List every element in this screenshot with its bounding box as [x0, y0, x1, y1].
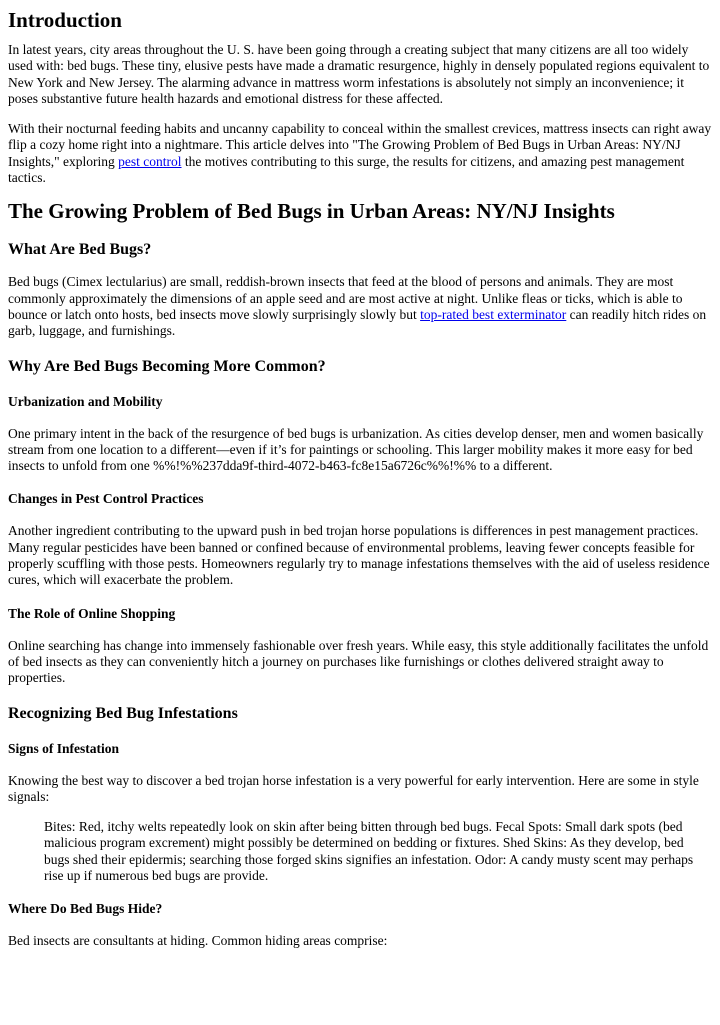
intro-heading: Introduction [8, 8, 122, 32]
why-heading: Why Are Bed Bugs Becoming More Common? [8, 357, 326, 375]
online-shopping-heading: The Role of Online Shopping [8, 605, 176, 621]
main-heading: The Growing Problem of Bed Bugs in Urban Areas: NY/NJ Insights [8, 199, 615, 224]
best-exterminator-link[interactable]: top-rated best exterminator [420, 306, 567, 322]
changes-heading: Changes in Pest Control Practices [8, 491, 204, 507]
intro-paragraph-2-text-after: the motives contributing to this surge, the results for citizens, and amazing pest management tactics. [8, 153, 685, 186]
recognize-heading: Recognizing Bed Bug Infestations [8, 704, 238, 722]
signs-paragraph: Knowing the best way to discover a bed trojan horse infestation is a very powerful for early intervention. Here are some in style signals: [8, 772, 699, 804]
what-paragraph-text-after: can readily hitch rides on garb, luggage, and furnishings. [8, 306, 707, 339]
what-paragraph-text-before: Bed bugs (Cimex lectularius) are small, reddish-brown insects that feed at the blood of persons and animals. They are most commonly approximately the dimensions of an apple seed and are most active at night. Unlike fleas or ticks, which is able to bounce or latch onto hosts, bed insects move slowly surprisingly slowly but [8, 274, 683, 322]
signs-list: Bites: Red, itchy welts repeatedly look on skin after being bitten through bed bugs. Fecal Spots: Small dark spots (bed malicious program excrement) might possibly be determined on bedding or fixtures. Shed Skins: As they develop, bed bugs shed their epidermis; searching those forged skins signifies an infestation. Odor: A candy musty scent may perhaps rise up if numerous bed bugs are provide. [44, 819, 694, 884]
intro-paragraph-1: In latest years, city areas throughout the U. S. have been going through a creating subject that many citizens are all too widely used with: bed bugs. These tiny, elusive pests have made a dramatic resurgence, highly in densely populated regions equivalent to New York and New Jersey. The alarming advance in mattress worm infestations is absolutely not simply an inconvenience; it poses substantive future health hazards and emotional distress for these affected. [8, 42, 710, 106]
what-paragraph [8, 274, 712, 339]
what-heading: What Are Bed Bugs? [8, 241, 152, 259]
hide-paragraph: Bed insects are consultants at hiding. Common hiding areas comprise: [8, 933, 388, 949]
intro-paragraph-2-text-before: With their nocturnal feeding habits and uncanny capability to conceal within the smallest crevices, mattress insects can right away flip a cozy home right into a nightmare. This article delves into "The Growing Problem of Bed Bugs in Urban Areas: NY/NJ Insights," exploring [8, 121, 712, 169]
online-shopping-paragraph: Online searching has change into immensely fashionable over fresh years. While easy, this style additionally facilitates the unfold of bed insects as they can conveniently hitch a journey on purchases like furnishings or clothes delivered straight away to properties. [8, 637, 709, 686]
hide-heading: Where Do Bed Bugs Hide? [8, 901, 163, 917]
pest-control-link[interactable]: pest control [118, 153, 182, 169]
changes-paragraph: Another ingredient contributing to the upward push in bed trojan horse populations is differences in pest management practices. Many regular pesticides have been banned or confined because of environmental problems, leaving fewer concepts feasible for properly scuffling with those pests. Homeowners regularly try to manage infestations themselves with the aid of useless residence cures, which will exacerbate the problem. [8, 523, 710, 588]
article [0, 8, 720, 950]
urbanization-paragraph: One primary intent in the back of the resurgence of bed bugs is urbanization. As cities develop denser, men and women basically stream from one location to a different—even if it’s for paintings or schooling. This larger mobility makes it more easy for bed insects to unfold from one %%!%%237dda9f-third-4072-b463-fc8e15a6726c%%!%% to a different. [8, 425, 704, 474]
signs-heading: Signs of Infestation [8, 740, 120, 756]
urbanization-heading: Urbanization and Mobility [8, 393, 163, 409]
intro-paragraph-2 [8, 121, 712, 186]
